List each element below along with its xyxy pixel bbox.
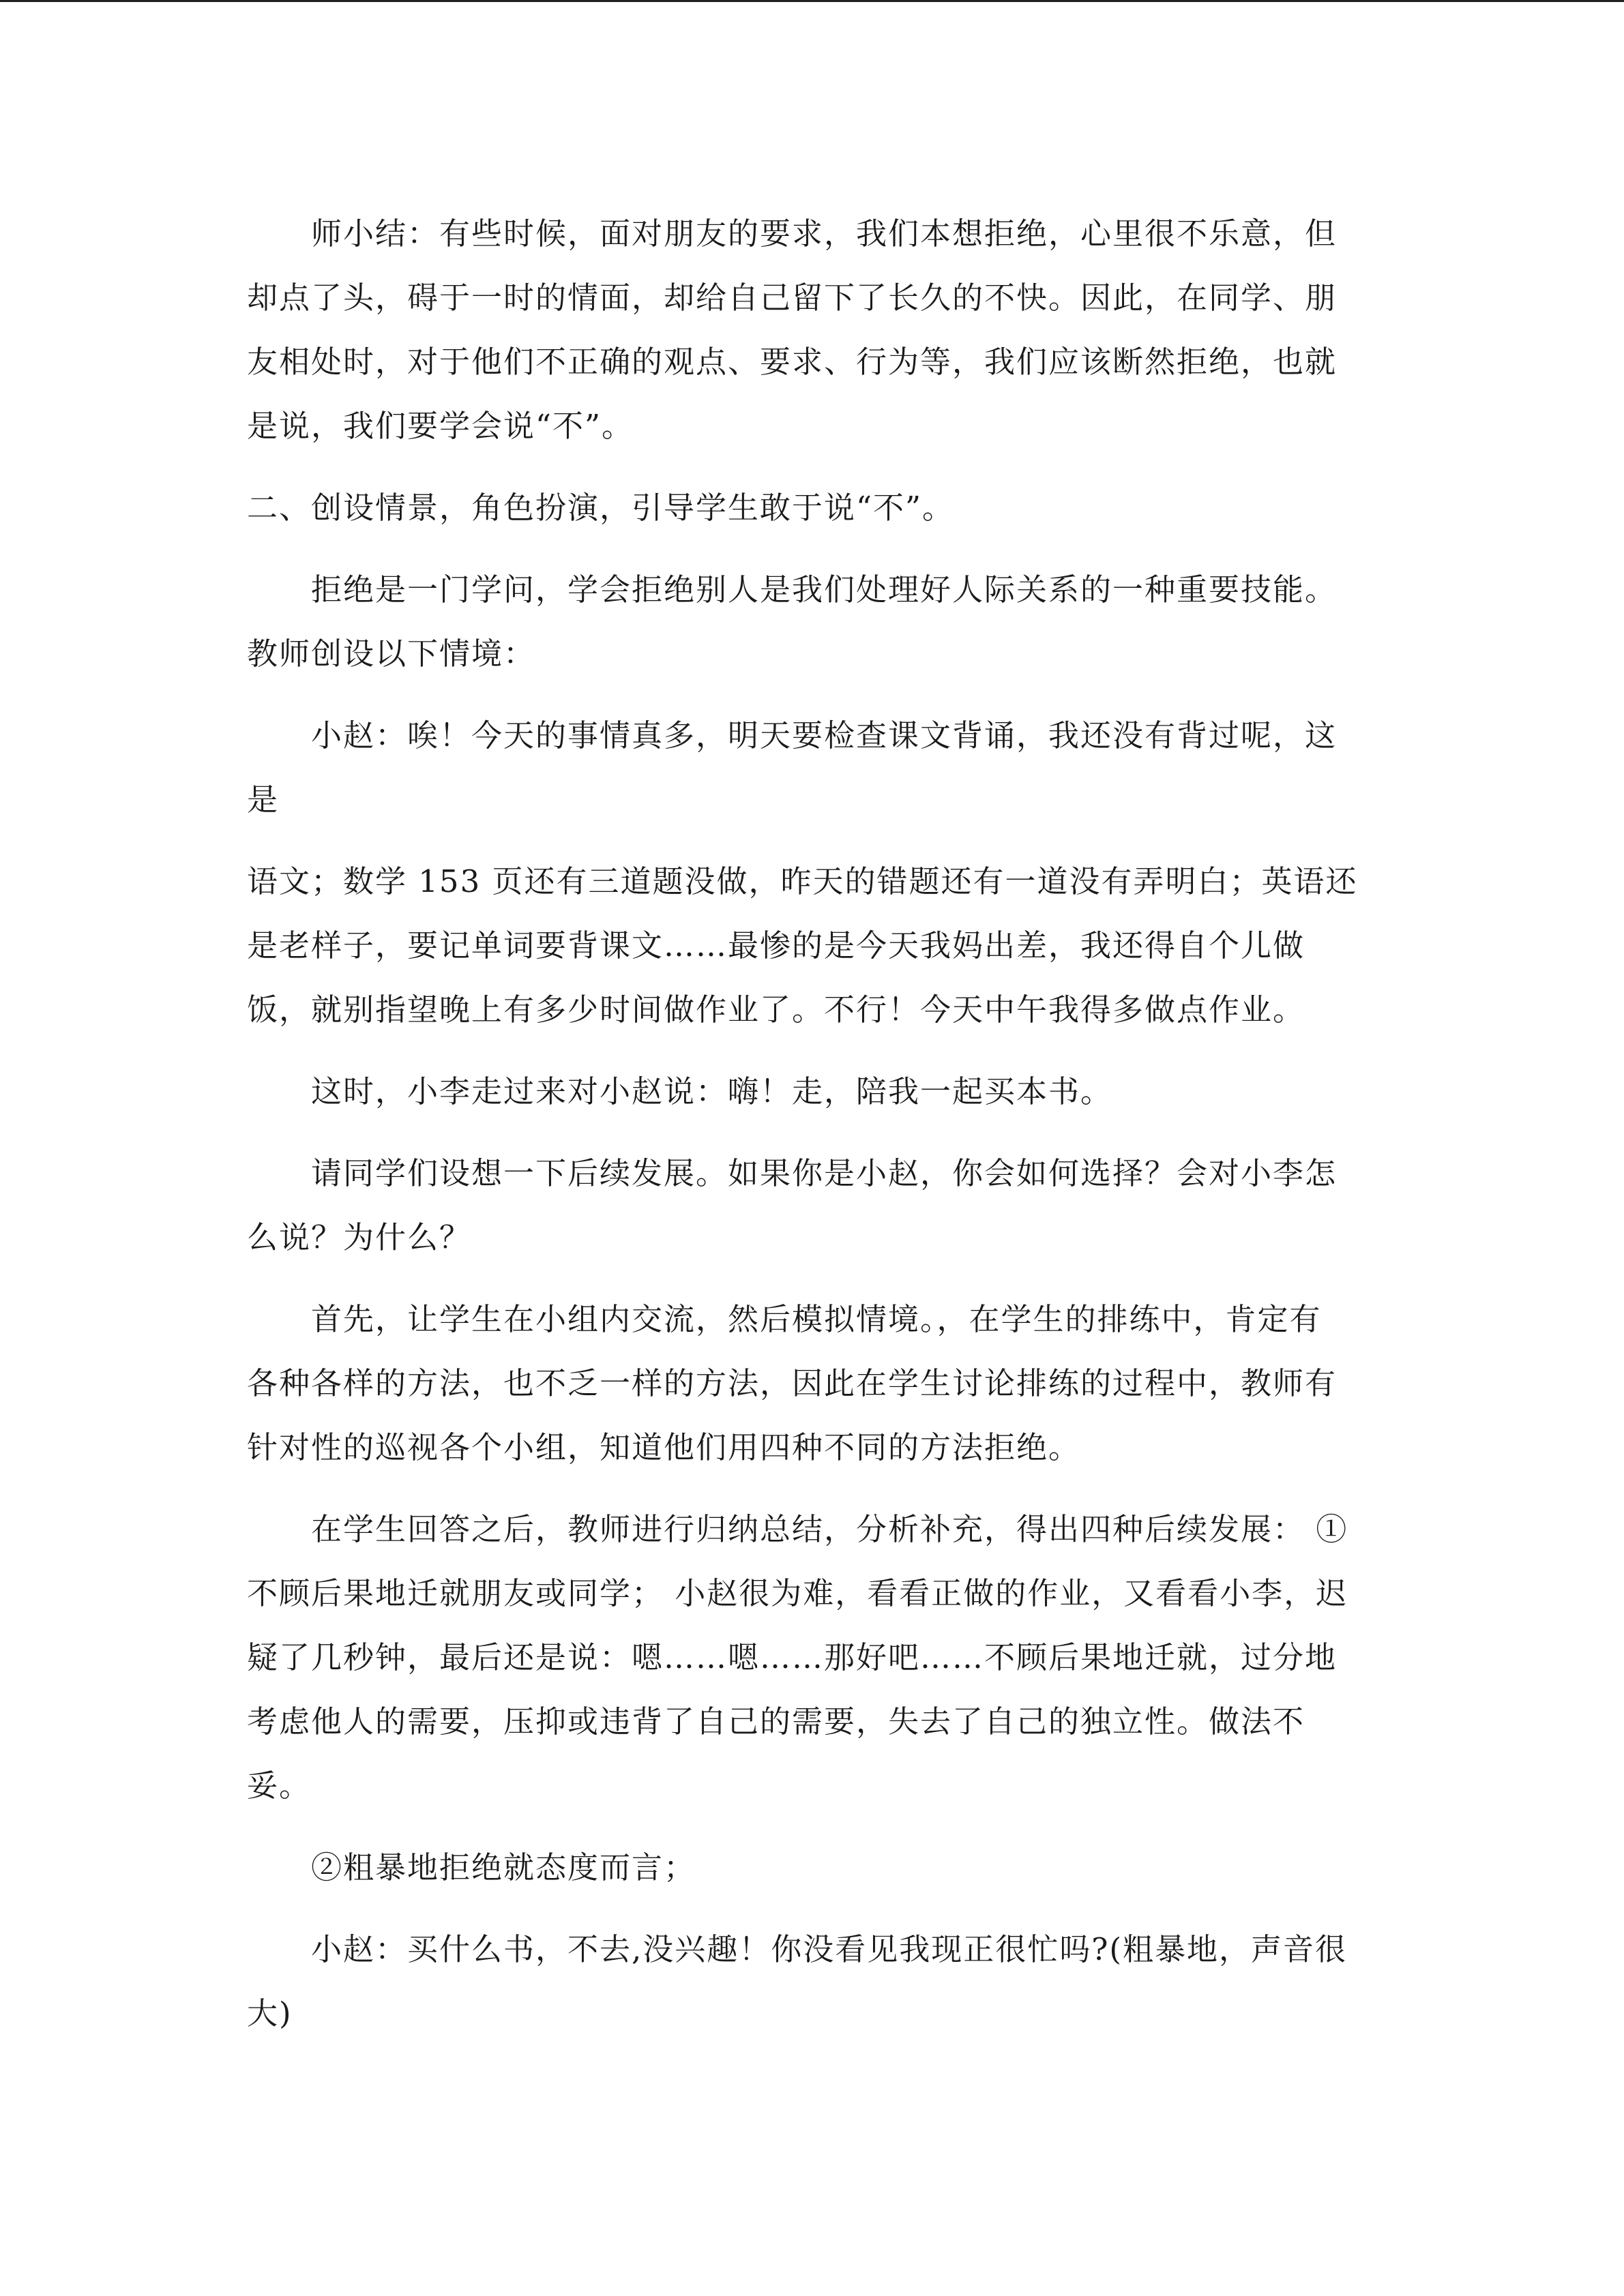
text-line: 饭，就别指望晚上有多少时间做作业了。不行！今天中午我得多做点作业。 [247, 992, 1305, 1028]
paragraph-refusal-intro [247, 558, 1379, 686]
text-line: 么说？为什么？ [247, 1219, 472, 1255]
text-line: 不顾后果地迁就朋友或同学； 小赵很为难，看看正做的作业，又看看小李，迟 [247, 1575, 1348, 1611]
text-line: 语文；数学 153 页还有三道题没做，昨天的错题还有一道没有弄明白；英语还 [247, 863, 1358, 899]
text-line: 师小结：有些时候，面对朋友的要求，我们本想拒绝，心里很不乐意，但 [311, 215, 1338, 252]
paragraph-xiaoli-arrives [247, 1060, 1379, 1124]
text-line: 友相处时，对于他们不正确的观点、要求、行为等，我们应该断然拒绝，也就 [247, 344, 1338, 380]
text-line: 考虑他人的需要，压抑或违背了自己的需要，失去了自己的独立性。做法不 [247, 1703, 1305, 1740]
paragraph-homework-list [247, 850, 1379, 1042]
paragraph-question [247, 1142, 1379, 1270]
paragraph-xiaozhao-monologue [247, 704, 1379, 832]
text-line: 疑了几秒钟，最后还是说：嗯……嗯……那好吧……不顾后果地迁就，过分地 [247, 1639, 1338, 1675]
text-line: 在学生回答之后，教师进行归纳总结，分析补充，得出四种后续发展： ① [311, 1511, 1348, 1547]
paragraph-xiaozhao-reply [247, 1918, 1379, 2046]
text-line: 请同学们设想一下后续发展。如果你是小赵，你会如何选择？会对小李怎 [311, 1155, 1338, 1191]
section-heading-text: 二、创设情景，角色扮演，引导学生敢于说“不”。 [247, 490, 955, 526]
text-line: 却点了头，碍于一时的情面，却给自己留下了长久的不快。因此，在同学、朋 [247, 280, 1338, 316]
page-top-border [0, 0, 1624, 2]
text-line: 是说，我们要学会说“不”。 [247, 408, 634, 444]
paragraph-teacher-summary [247, 202, 1379, 458]
text-line: 是老样子，要记单词要背课文……最惨的是今天我妈出差，我还得自个儿做 [247, 927, 1305, 964]
text-line: 小赵：买什么书，不去,没兴趣！你没看见我现正很忙吗?(粗暴地，声音很 [311, 1931, 1347, 1967]
text-line: 拒绝是一门学问，学会拒绝别人是我们处理好人际关系的一种重要技能。 [311, 571, 1338, 608]
text-line: 教师创设以下情境： [247, 636, 536, 672]
text-line: 各种各样的方法，也不乏一样的方法，因此在学生讨论排练的过程中，教师有 [247, 1365, 1338, 1401]
paragraph-summary-outcomes [247, 1497, 1379, 1818]
document-body [247, 202, 1379, 2046]
text-line: 妥。 [247, 1768, 312, 1804]
text-line: 大) [247, 1995, 293, 2031]
text-line: 这时，小李走过来对小赵说：嗨！走，陪我一起买本书。 [311, 1073, 1113, 1109]
paragraph-rude-refusal [247, 1836, 1379, 1900]
text-line: 首先，让学生在小组内交流，然后模拟情境。，在学生的排练中，肯定有 [311, 1301, 1322, 1337]
text-line: 是 [247, 781, 280, 818]
text-line: 小赵：唉！今天的事情真多，明天要检查课文背诵，我还没有背过呢，这 [311, 717, 1338, 754]
paragraph-group-discussion [247, 1287, 1379, 1480]
text-line: ②粗暴地拒绝就态度而言； [311, 1849, 696, 1885]
text-line: 针对性的巡视各个小组，知道他们用四种不同的方法拒绝。 [247, 1429, 1081, 1465]
section-heading-two [247, 476, 1379, 540]
